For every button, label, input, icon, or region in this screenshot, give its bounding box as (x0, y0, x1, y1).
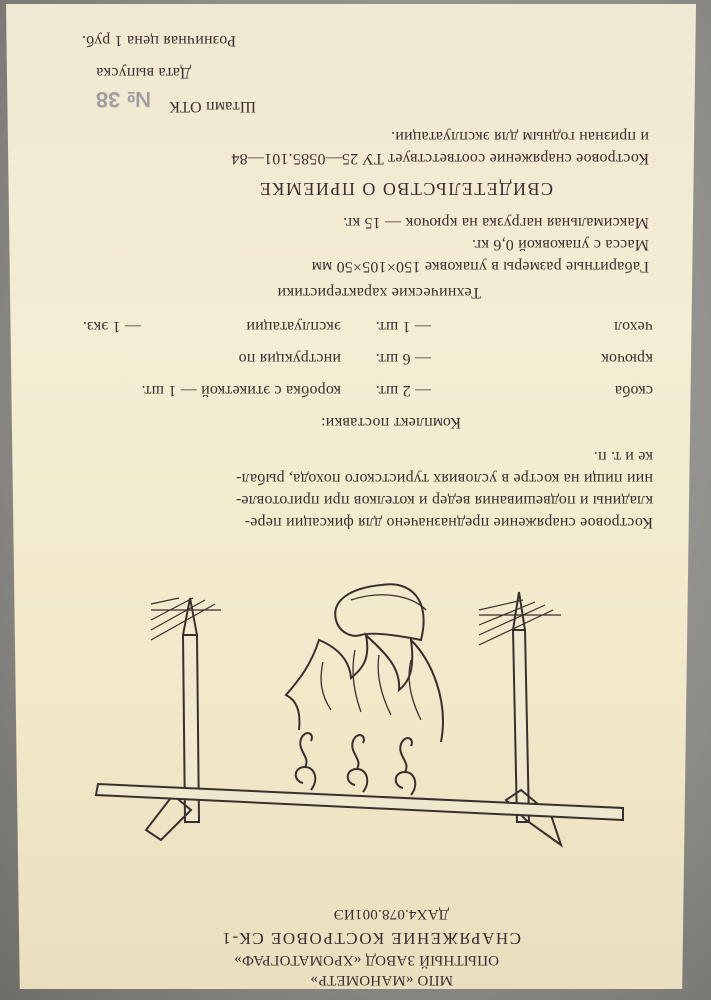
retail-price: Розничная цена 1 руб. (81, 32, 236, 49)
kit-item-name: чехол (613, 318, 653, 335)
kit-item-name: скоба (614, 382, 653, 399)
kit-item-qty: — 1 шт. (375, 318, 431, 335)
hook-2 (348, 735, 368, 792)
spec-max-load: Максимальная нагрузка на крючок — 15 кг. (342, 214, 649, 231)
spec-dimensions: Габаритные размеры в упаковке 150×105×50 мм (311, 258, 649, 275)
kit-item-name-2: эксплуатации (246, 318, 341, 335)
specs-title: Технические характеристики (277, 284, 481, 301)
document-code: ДАХ4.078.001ИЭ (333, 906, 449, 922)
flame-outline (286, 635, 443, 742)
acceptance-line-1: Костровое снаряжение соответствует ТУ 25—0585.101—84 (231, 150, 649, 167)
release-date-label: Дата выпуска (96, 64, 191, 81)
stamp-label: Штамп ОТК (169, 98, 256, 115)
kit-item-name-2: инструкция по (238, 350, 341, 367)
spec-mass: Масса с упаковкой 0,6 кг. (471, 236, 649, 253)
acceptance-title: СВИДЕТЕЛЬСТВО О ПРИЕМКЕ (258, 179, 553, 199)
qc-stamp-number: № 38 (95, 87, 151, 112)
kit-item-qty-2: — 1 экз. (82, 318, 141, 335)
description-line-1: Костровое снаряжение предназначено для фиксации пере- (244, 514, 653, 531)
plant-name: ОПЫТНЫЙ ЗАВОД «ХРОМАТОГРАФ» (234, 952, 499, 968)
crossbar (96, 784, 623, 820)
description-line-4: ке и т. п. (593, 448, 653, 465)
description-line-2: кладины и подвешивания ведер и котелков при приготовле- (235, 492, 653, 509)
hook-3 (296, 733, 316, 790)
hook-1 (396, 738, 416, 795)
kit-item-name-2: коробка с этикеткой — 1 шт. (141, 382, 341, 399)
kit-item-qty: — 6 шт. (375, 350, 431, 367)
kit-title: Комплект поставки: (320, 414, 461, 431)
product-title: СНАРЯЖЕНИЕ КОСТРОВОЕ СК-1 (220, 929, 521, 948)
acceptance-line-2: и признан годным для эксплуатации. (390, 128, 649, 145)
org-name: МПО «МАНОМЕТР» (310, 972, 453, 988)
kit-item-name: крючок (600, 350, 653, 367)
kit-item-qty: — 2 шт. (375, 382, 431, 399)
description-line-3: нии пищи на костре в условиях туристского похода, рыбал- (235, 470, 653, 487)
kettle-bundle (335, 584, 423, 640)
